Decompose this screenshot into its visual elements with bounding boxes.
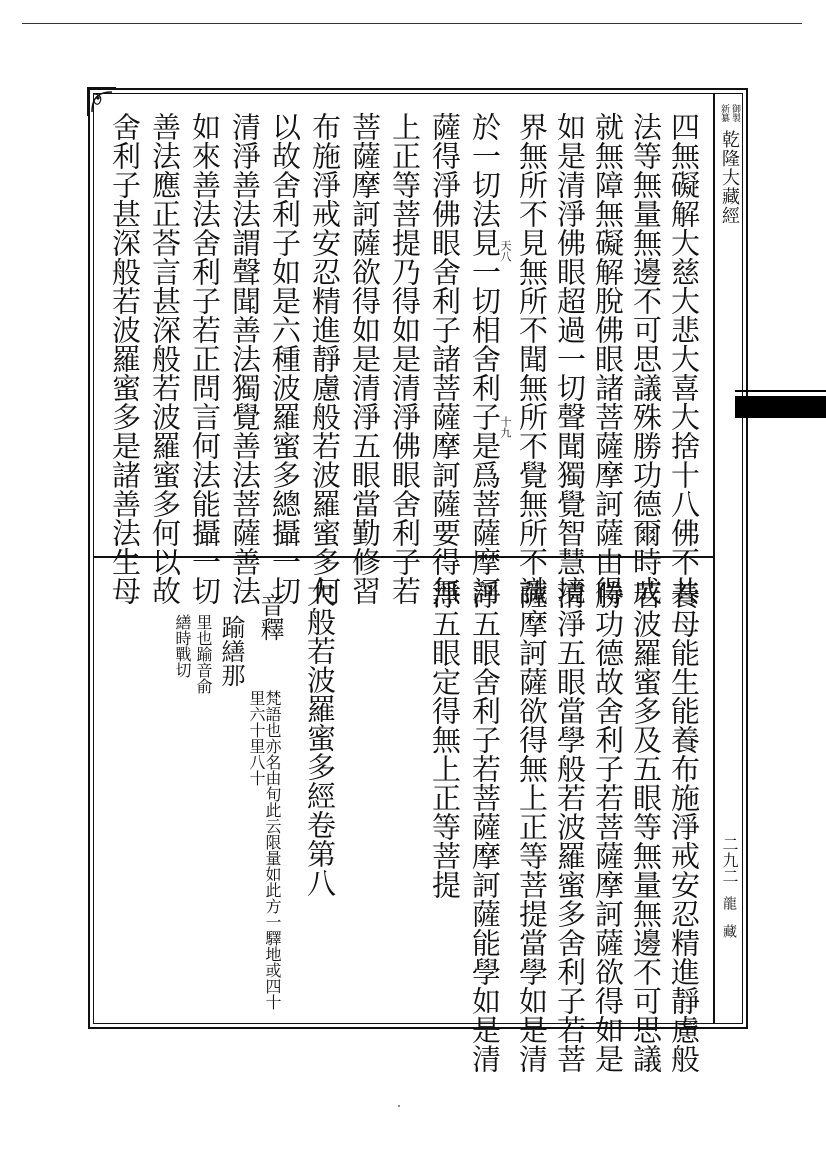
lower-column-1: 養母能生能養布施淨戒安忍精進靜慮般 (667, 580, 701, 1073)
margin-column-rule (713, 93, 715, 1024)
lower-column-3: 勝功德故舍利子若菩薩摩訶薩欲得如是 (591, 580, 625, 1073)
upper-column-5: 界無所不見無所不聞無所不覺無所不識 (515, 112, 549, 605)
interlinear-note-b: 十九 (499, 416, 512, 438)
lower-column-4: 清淨五眼當學般若波羅蜜多舍利子若菩 (553, 580, 587, 1073)
glossary-gloss-3: 繕時戰切 (173, 614, 192, 678)
upper-column-15: 舍利子甚深般若波羅蜜多是諸善法生母 (108, 112, 142, 605)
edge-tab (735, 396, 826, 418)
glossary-heading: 音釋 (256, 593, 284, 641)
stray-mark (398, 1105, 400, 1107)
lower-column-6: 淨五眼舍利子若菩薩摩訶薩能學如是清 (468, 580, 502, 1073)
upper-column-7: 薩得淨佛眼舍利子諸菩薩摩訶薩要得無 (428, 112, 462, 605)
top-rule (22, 23, 802, 24)
interlinear-note-a: 天八 (499, 240, 512, 262)
upper-column-4: 如是清淨佛眼超過一切聲聞獨覺智慧境 (553, 112, 587, 605)
glossary-gloss-2: 里也踰音俞 (194, 614, 213, 694)
glossary-term: 踰繕那 (217, 615, 245, 687)
upper-column-10: 布施淨戒安忍精進靜慮般若波羅蜜多何 (308, 112, 342, 605)
upper-column-14: 善法應正荅言甚深般若波羅蜜多何以故 (148, 112, 182, 605)
page-number: 二九二 (720, 836, 739, 884)
upper-column-2: 法等無量無邊不可思議殊勝功德爾時成 (629, 112, 663, 605)
upper-column-11: 以故舍利子如是六種波羅蜜多總攝一切 (268, 112, 302, 605)
margin-label-b: 新纂 (719, 104, 729, 122)
upper-column-3: 就無障無礙解脫佛眼諸菩薩摩訶薩由得 (591, 112, 625, 605)
upper-column-12: 清淨善法謂聲聞善法獨覺善法菩薩善法 (228, 112, 262, 605)
volume-title: 大般若波羅蜜多經卷第八 (303, 578, 337, 897)
lower-column-7: 淨五眼定得無上正等菩提 (428, 580, 462, 899)
upper-column-1: 四無礙解大慈大悲大喜大捨十八佛不共 (667, 112, 701, 605)
lower-column-2: 若波羅蜜多及五眼等無量無邊不可思議 (629, 580, 663, 1073)
upper-column-6: 於一切法見一切相舍利子是爲菩薩摩訶 (468, 112, 502, 605)
upper-column-8: 上正等菩提乃得如是清淨佛眼舍利子若 (388, 112, 422, 605)
edge-tab-rule (735, 390, 826, 392)
glossary-gloss-1: 梵語也亦名由旬此云限量如此方一驛地或四十里六十里八十 (247, 690, 282, 1010)
upper-column-9: 菩薩摩訶薩欲得如是清淨五眼當勤修習 (348, 112, 382, 605)
volume-label: 龍 藏 (721, 896, 737, 938)
series-title: 乾隆大藏經 (719, 130, 740, 225)
lower-column-5: 薩摩訶薩欲得無上正等菩提當學如是清 (515, 580, 549, 1073)
margin-label-a: 御製 (730, 104, 740, 122)
upper-column-13: 如來善法舍利子若正問言何法能攝一切 (188, 112, 222, 605)
